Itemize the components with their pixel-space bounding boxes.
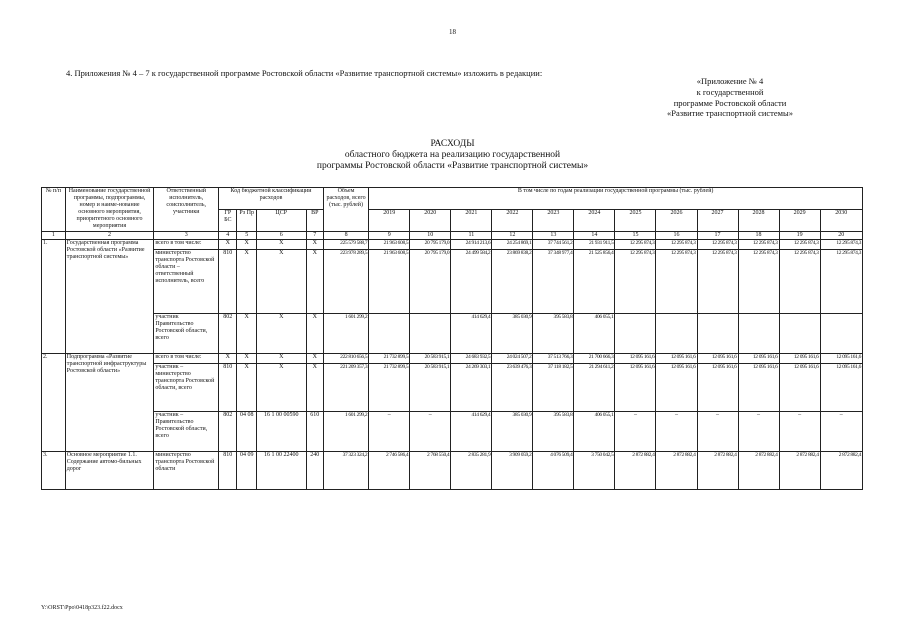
column-index: 9 (369, 231, 410, 239)
row-year-value (779, 313, 820, 353)
row-total: 222 810 656,5 (323, 353, 368, 363)
row-total: 225 579 588,7 (323, 239, 368, 249)
row-year-value: 414 629,4 (451, 313, 492, 353)
row-year-value: 385 030,9 (492, 411, 533, 451)
row-year-value: – (369, 411, 410, 451)
row-csr: 16 1 00 22400 (256, 451, 306, 489)
row-year-value: 12 095 161,6 (656, 363, 697, 411)
column-index: 13 (533, 231, 574, 239)
column-index: 3 (154, 231, 219, 239)
row-grbs: X (219, 239, 237, 249)
row-year-value: 21 525 856,4 (574, 249, 615, 313)
header-year: 2025 (615, 209, 656, 231)
row-rzpr: X (237, 363, 256, 411)
row-year-value: 24 499 584,2 (451, 249, 492, 313)
expenses-table (41, 187, 863, 490)
row-year-value: – (656, 411, 697, 451)
row-year-value: 12 295 874,3 (615, 239, 656, 249)
row-year-value: 2 746 586,4 (369, 451, 410, 489)
row-year-value: 21 732 899,5 (369, 363, 410, 411)
column-index: 5 (237, 231, 256, 239)
row-rzpr: X (237, 239, 256, 249)
row-executor: всего в том числе: (154, 353, 219, 363)
row-year-value (410, 313, 451, 353)
row-total: 1 601 299,2 (323, 313, 368, 353)
header-rzpr: Рз Пр (237, 209, 256, 231)
row-executor: министерство транспорта Ростовской области (154, 451, 219, 489)
column-index: 16 (656, 231, 697, 239)
row-year-value: 37 118 182,5 (533, 363, 574, 411)
row-vr: X (306, 249, 323, 313)
table-row (42, 239, 863, 249)
column-index: 10 (410, 231, 451, 239)
row-year-value: 12 295 874,3 (779, 239, 820, 249)
row-csr: X (256, 363, 306, 411)
row-year-value: 12 095 161,6 (820, 363, 862, 411)
column-index: 15 (615, 231, 656, 239)
row-executor: всего в том числе: (154, 239, 219, 249)
intro-text: 4. Приложения № 4 – 7 к государственной программе Ростовской области «Развитие транспортной системы» изложить в редакции: (66, 68, 543, 78)
row-vr: X (306, 353, 323, 363)
column-index: 14 (574, 231, 615, 239)
header-year: 2019 (369, 209, 410, 231)
column-index: 19 (779, 231, 820, 239)
row-vr: X (306, 239, 323, 249)
row-year-value: 20 795 179,0 (410, 239, 451, 249)
header-year: 2023 (533, 209, 574, 231)
row-year-value: 24 683 932,5 (451, 353, 492, 363)
row-vr: 610 (306, 411, 323, 451)
column-index: 12 (492, 231, 533, 239)
title-line-2: областного бюджета на реализацию государственной (344, 150, 561, 160)
row-year-value: 12 095 161,6 (738, 363, 779, 411)
row-rzpr: 04 08 (237, 411, 256, 451)
row-rzpr: X (237, 313, 256, 353)
row-year-value: 12 295 874,3 (738, 239, 779, 249)
row-year-value: 21 732 899,5 (369, 353, 410, 363)
header-csr: ЦСР (256, 209, 306, 231)
row-year-value: 2 872 882,4 (738, 451, 779, 489)
row-rzpr: X (237, 353, 256, 363)
table-row (42, 249, 863, 313)
row-grbs: 810 (219, 451, 237, 489)
row-year-value (738, 313, 779, 353)
row-year-value: 414 629,4 (451, 411, 492, 451)
table-row (42, 313, 863, 353)
row-year-value: 4 076 509,4 (533, 451, 574, 489)
row-csr: 16 1 00 00590 (256, 411, 306, 451)
row-year-value: 21 963 608,5 (369, 249, 410, 313)
row-number: 1. (42, 239, 66, 353)
row-executor: участник – министерство транспорта Ростовской области, всего (154, 363, 219, 411)
row-year-value: 12 295 874,3 (820, 249, 862, 313)
column-index: 8 (323, 231, 368, 239)
row-year-value: 12 095 161,6 (697, 363, 738, 411)
row-year-value: 12 095 161,6 (738, 353, 779, 363)
appendix-line-4: «Развитие транспортной системы» (666, 108, 794, 119)
row-year-value: 2 872 882,4 (697, 451, 738, 489)
row-year-value: 21 963 608,5 (369, 239, 410, 249)
row-name: Основное мероприятие 1.1. Содержание автомо-бильных дорог (65, 451, 154, 489)
row-csr: X (256, 353, 306, 363)
row-executor: министерство транспорта Ростовской области – ответственный исполнитель, всего (154, 249, 219, 313)
row-year-value: 2 835 281,9 (451, 451, 492, 489)
header-year: 2029 (779, 209, 820, 231)
row-year-value: 24 269 303,1 (451, 363, 492, 411)
row-year-value: 12 095 161,6 (697, 353, 738, 363)
row-year-value: 2 872 882,4 (656, 451, 697, 489)
table-row (42, 451, 863, 489)
row-year-value: – (779, 411, 820, 451)
row-year-value: 21 294 611,2 (574, 363, 615, 411)
row-csr: X (256, 249, 306, 313)
row-year-value (369, 313, 410, 353)
row-year-value: 406 055,1 (574, 313, 615, 353)
row-year-value: 12 095 161,6 (779, 363, 820, 411)
header-year: 2026 (656, 209, 697, 231)
row-year-value: 20 583 915,1 (410, 363, 451, 411)
row-year-value: – (738, 411, 779, 451)
row-number: 2. (42, 353, 66, 451)
row-grbs: 802 (219, 411, 237, 451)
row-vr: X (306, 363, 323, 411)
row-csr: X (256, 239, 306, 249)
header-number: № п/п (42, 188, 66, 232)
row-year-value: 12 295 874,3 (820, 239, 862, 249)
appendix-line-3: программе Ростовской области (673, 97, 787, 108)
row-year-value: 2 872 882,4 (820, 451, 862, 489)
row-vr: 240 (306, 451, 323, 489)
row-name: Государственная программа Ростовской области «Развитие транспортной системы» (65, 239, 154, 353)
row-year-value: 21 700 666,3 (574, 353, 615, 363)
appendix-line-2: к государственной (696, 86, 764, 97)
row-year-value: 2 872 882,4 (779, 451, 820, 489)
table-row (42, 363, 863, 411)
header-year: 2028 (738, 209, 779, 231)
row-year-value: 2 768 550,4 (410, 451, 451, 489)
row-year-value: 12 095 161,6 (779, 353, 820, 363)
column-index: 2 (65, 231, 154, 239)
header-year: 2027 (697, 209, 738, 231)
row-executor: участник Правительство Ростовской области, всего (154, 313, 219, 353)
page-number: 18 (449, 28, 456, 36)
row-year-value: 12 095 161,6 (615, 363, 656, 411)
row-year-value: 3 909 059,2 (492, 451, 533, 489)
row-grbs: X (219, 353, 237, 363)
row-year-value: 20 583 915,1 (410, 353, 451, 363)
row-total: 1 601 299,2 (323, 411, 368, 451)
column-index: 11 (451, 231, 492, 239)
row-executor: участник – Правительство Ростовской области, всего (154, 411, 219, 451)
header-year: 2021 (451, 209, 492, 231)
row-year-value: 23 869 838,2 (492, 249, 533, 313)
row-year-value: 395 583,8 (533, 411, 574, 451)
header-grbs: ГР БС (219, 209, 237, 231)
row-year-value: 24 254 869,1 (492, 239, 533, 249)
row-year-value: 12 295 874,3 (656, 249, 697, 313)
row-name: Подпрограмма «Развитие транспортной инфраструктуры Ростовской области» (65, 353, 154, 451)
table-row (42, 353, 863, 363)
header-executor: Ответственный исполнитель, соисполнитель, участники (154, 188, 219, 232)
row-year-value (615, 313, 656, 353)
row-year-value: 12 095 161,6 (820, 353, 862, 363)
row-year-value: 23 639 476,3 (492, 363, 533, 411)
row-year-value: 24 914 213,6 (451, 239, 492, 249)
row-year-value: 12 295 874,3 (656, 239, 697, 249)
row-year-value: 37 348 977,4 (533, 249, 574, 313)
column-index: 17 (697, 231, 738, 239)
column-index: 4 (219, 231, 237, 239)
row-year-value: 12 095 161,6 (656, 353, 697, 363)
column-index: 7 (306, 231, 323, 239)
table-row (42, 411, 863, 451)
row-year-value: 406 055,1 (574, 411, 615, 451)
row-year-value: 20 795 179,0 (410, 249, 451, 313)
header-year: 2020 (410, 209, 451, 231)
row-year-value: 12 295 874,3 (615, 249, 656, 313)
row-rzpr: 04 09 (237, 451, 256, 489)
row-year-value: 21 931 911,5 (574, 239, 615, 249)
row-year-value: 2 872 882,4 (615, 451, 656, 489)
header-year: 2022 (492, 209, 533, 231)
row-year-value: 37 744 561,2 (533, 239, 574, 249)
row-csr: X (256, 313, 306, 353)
appendix-line-1: «Приложение № 4 (696, 76, 764, 86)
row-total: 37 323 324,2 (323, 451, 368, 489)
header-kbk: Код бюджетной классификации расходов (219, 188, 324, 210)
row-grbs: 810 (219, 249, 237, 313)
appendix-heading (605, 76, 855, 119)
row-year-value: 24 024 507,2 (492, 353, 533, 363)
row-year-value (697, 313, 738, 353)
row-year-value: 12 295 874,3 (697, 239, 738, 249)
row-vr: X (306, 313, 323, 353)
title-line-3: программы Ростовской области «Развитие транспортной системы» (316, 161, 589, 171)
row-rzpr: X (237, 249, 256, 313)
header-year: 2030 (820, 209, 862, 231)
header-year: 2024 (574, 209, 615, 231)
row-year-value: – (697, 411, 738, 451)
row-grbs: 802 (219, 313, 237, 353)
row-year-value: 385 030,9 (492, 313, 533, 353)
row-year-value (656, 313, 697, 353)
row-grbs: 810 (219, 363, 237, 411)
row-total: 223 978 289,5 (323, 249, 368, 313)
row-year-value: 12 095 161,6 (615, 353, 656, 363)
title-line-1: РАСХОДЫ (430, 139, 475, 149)
document-title (0, 139, 905, 172)
file-path-footer: Y:\ORST\Ppo\0418p323.f22.docx (41, 605, 123, 611)
column-index: 18 (738, 231, 779, 239)
row-year-value: 12 295 874,3 (779, 249, 820, 313)
row-number: 3. (42, 451, 66, 489)
row-year-value: – (820, 411, 862, 451)
column-index: 6 (256, 231, 306, 239)
header-name: Наименование государственной программы, подпрограммы, номер и наиме-нование основного мероприятия, приоритетного основного мероприятия (65, 188, 154, 232)
row-year-value: 12 295 874,3 (697, 249, 738, 313)
row-year-value (820, 313, 862, 353)
row-total: 221 209 357,3 (323, 363, 368, 411)
header-volume: Объем расходов, всего (тыс. рублей) (323, 188, 368, 232)
row-year-value: 395 583,8 (533, 313, 574, 353)
row-year-value: 12 295 874,3 (738, 249, 779, 313)
row-year-value: – (615, 411, 656, 451)
row-year-value: 37 513 766,3 (533, 353, 574, 363)
header-years-group: В том числе по годам реализации государственной программы (тыс. рублей) (369, 188, 863, 210)
column-index: 20 (820, 231, 862, 239)
header-vr: ВР (306, 209, 323, 231)
row-year-value: 3 750 042,5 (574, 451, 615, 489)
column-index: 1 (42, 231, 66, 239)
row-year-value: – (410, 411, 451, 451)
